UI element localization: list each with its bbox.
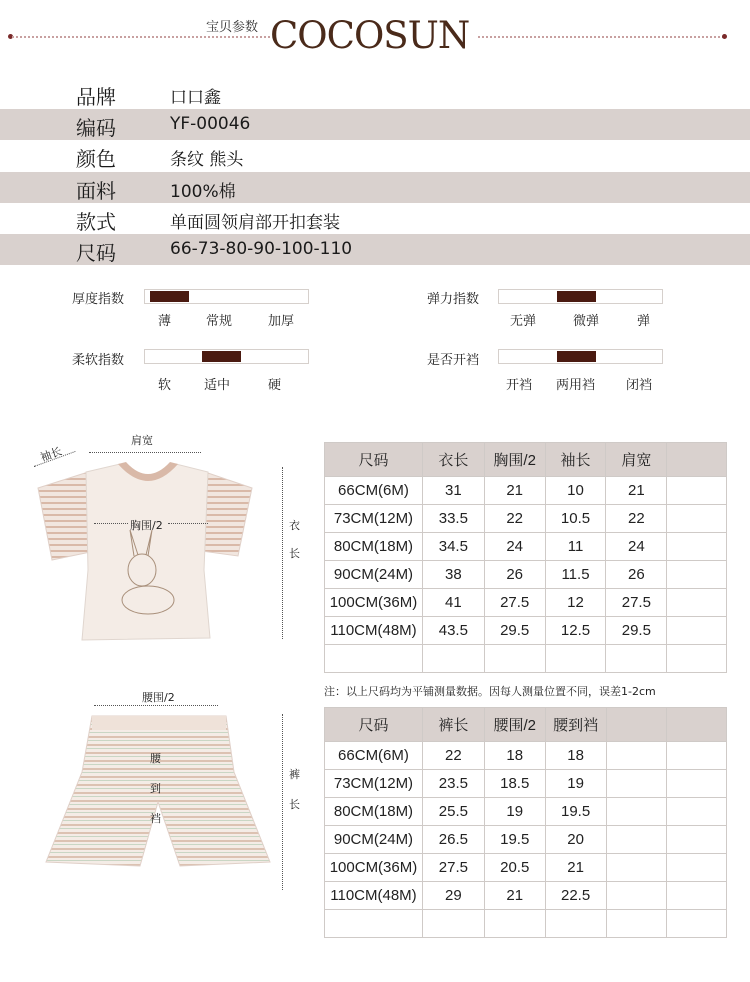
table-cell [606,910,667,938]
table-cell: 100CM(36M) [325,854,423,882]
table-header-cell [667,708,727,742]
table-cell [667,505,727,533]
table-row [325,645,727,673]
table-cell [606,826,667,854]
table-cell: 27.5 [422,854,484,882]
spec-label: 品牌 [76,85,116,109]
table-cell: 19.5 [545,798,606,826]
thickness-option: 薄 [158,314,172,329]
table-cell: 90CM(24M) [325,826,423,854]
elasticity-option: 无弹 [510,314,537,329]
table-cell: 11 [545,533,606,561]
table-cell [667,561,727,589]
spec-label: 尺码 [76,241,116,265]
table-cell: 31 [422,477,484,505]
table-cell [325,910,423,938]
spec-row-style [0,203,750,234]
table-cell: 22.5 [545,882,606,910]
table-cell: 21 [484,477,545,505]
top-length-label: 长 [289,547,300,560]
table-cell [667,533,727,561]
table-row [325,826,727,854]
header-divider-left [12,36,270,38]
table-cell [545,910,606,938]
spec-value: 条纹 熊头 [170,150,244,170]
table-header-row [325,443,727,477]
table-cell [667,589,727,617]
spec-row-fabric [0,172,750,203]
rise-label: 到 [150,782,161,795]
table-header-cell: 尺码 [325,708,423,742]
table-cell: 25.5 [422,798,484,826]
thickness-index-marker [150,291,189,302]
table-cell: 38 [422,561,484,589]
table-cell [667,854,727,882]
header-dot-right [722,34,727,39]
spec-value: 口口鑫 [170,88,221,108]
table-cell [667,770,727,798]
spec-row-brand [0,78,750,109]
rise-label: 裆 [150,812,161,825]
table-cell: 26 [606,561,667,589]
softness-index-bar [144,349,309,364]
chest-width-label: 胸围/2 [130,519,163,532]
elasticity-index-marker [557,291,596,302]
softness-index-label: 柔软指数 [72,353,125,368]
table-row [325,617,727,645]
table-cell: 18.5 [484,770,545,798]
spec-value: 100%棉 [170,182,236,202]
table-cell: 73CM(12M) [325,770,423,798]
table-cell: 110CM(48M) [325,882,423,910]
table-header-cell: 袖长 [545,443,606,477]
table-cell [484,645,545,673]
table-cell: 23.5 [422,770,484,798]
table-header-row [325,708,727,742]
table-cell: 27.5 [484,589,545,617]
table-cell [422,910,484,938]
table-cell: 10 [545,477,606,505]
table-header-cell: 腰到裆 [545,708,606,742]
table-cell [667,645,727,673]
table-cell: 26 [484,561,545,589]
table-cell: 22 [606,505,667,533]
spec-label: 颜色 [76,147,116,171]
page-subtitle: 宝贝参数 [206,20,259,35]
table-cell: 12 [545,589,606,617]
table-cell: 110CM(48M) [325,617,423,645]
table-cell [606,854,667,882]
table-header-cell: 胸围/2 [484,443,545,477]
table-cell: 66CM(6M) [325,742,423,770]
table-cell: 12.5 [545,617,606,645]
table-cell [545,645,606,673]
table-cell [606,645,667,673]
table-header-cell: 腰围/2 [484,708,545,742]
table-cell: 33.5 [422,505,484,533]
table-row [325,589,727,617]
spec-row-color [0,140,750,171]
chest-width-guide [94,523,128,524]
table-cell: 20.5 [484,854,545,882]
softness-option: 软 [158,378,172,393]
table-cell: 19.5 [484,826,545,854]
table-cell: 21 [545,854,606,882]
spec-label: 编码 [76,116,116,140]
table-cell: 26.5 [422,826,484,854]
spec-row-code [0,109,750,140]
table-header-cell: 肩宽 [606,443,667,477]
pants-length-guide [282,714,283,890]
table-cell: 18 [545,742,606,770]
table-cell: 66CM(6M) [325,477,423,505]
opening-index-marker [557,351,596,362]
table-cell [667,617,727,645]
opening-index-label: 是否开裆 [427,353,480,368]
waist-width-guide [94,705,218,706]
table-row [325,561,727,589]
table-cell: 22 [422,742,484,770]
elasticity-option: 微弹 [573,314,600,329]
shoulder-width-label: 肩宽 [131,434,153,447]
table-cell: 19 [484,798,545,826]
table-cell: 41 [422,589,484,617]
table-cell [484,910,545,938]
table-cell [606,882,667,910]
table-cell [667,910,727,938]
thickness-option: 常规 [206,314,233,329]
spec-value: 66-73-80-90-100-110 [170,239,353,259]
spec-value: YF-00046 [170,114,251,134]
header-divider-right [478,36,724,38]
spec-row-size [0,234,750,265]
table-cell [422,645,484,673]
table-cell [667,798,727,826]
table-cell: 34.5 [422,533,484,561]
table-cell: 90CM(24M) [325,561,423,589]
table-cell [606,798,667,826]
table-row [325,505,727,533]
table-header-cell [667,443,727,477]
table-cell [606,742,667,770]
table-row [325,882,727,910]
opening-option: 闭裆 [626,378,653,393]
opening-index-bar [498,349,663,364]
bottom-size-table [324,707,727,938]
table-row [325,910,727,938]
thickness-option: 加厚 [268,314,295,329]
rise-label: 腰 [150,752,161,765]
softness-option: 硬 [268,378,282,393]
softness-index-marker [202,351,241,362]
table-cell [606,770,667,798]
top-length-guide [282,467,283,639]
spec-label: 面料 [76,179,116,203]
table-header-cell: 裤长 [422,708,484,742]
table-header-cell: 衣长 [422,443,484,477]
table-row [325,477,727,505]
table-cell [667,826,727,854]
measurement-note: 注：以上尺码均为平铺测量数据。因每人测量位置不同，误差1-2cm [324,685,656,698]
table-header-cell [606,708,667,742]
spec-label: 款式 [76,210,116,234]
table-row [325,770,727,798]
elasticity-index-label: 弹力指数 [427,292,480,307]
brand-logo: COCOSUN [270,14,470,57]
table-cell: 80CM(18M) [325,533,423,561]
table-cell: 43.5 [422,617,484,645]
table-cell [667,882,727,910]
table-cell: 10.5 [545,505,606,533]
table-cell: 11.5 [545,561,606,589]
table-cell: 73CM(12M) [325,505,423,533]
softness-option: 适中 [204,378,231,393]
table-cell: 24 [606,533,667,561]
table-cell: 29 [422,882,484,910]
tshirt-illustration [30,460,270,645]
table-cell: 29.5 [484,617,545,645]
table-cell: 80CM(18M) [325,798,423,826]
shoulder-width-guide [89,452,201,453]
chest-width-guide [168,523,208,524]
table-row [325,742,727,770]
table-cell [667,477,727,505]
table-cell: 100CM(36M) [325,589,423,617]
opening-option: 开裆 [506,378,533,393]
table-cell [667,742,727,770]
waist-width-label: 腰围/2 [142,691,175,704]
table-cell: 20 [545,826,606,854]
top-length-label: 衣 [289,519,300,532]
table-cell [325,645,423,673]
pants-length-label: 裤 [289,768,300,781]
table-cell: 21 [606,477,667,505]
pants-length-label: 长 [289,798,300,811]
top-size-table [324,442,727,673]
table-cell: 22 [484,505,545,533]
table-cell: 19 [545,770,606,798]
elasticity-index-bar [498,289,663,304]
elasticity-option: 弹 [637,314,651,329]
thickness-index-bar [144,289,309,304]
opening-option: 两用裆 [556,378,596,393]
sleeve-length-label: 袖长 [38,444,64,465]
table-cell: 29.5 [606,617,667,645]
table-cell: 18 [484,742,545,770]
table-header-cell: 尺码 [325,443,423,477]
table-row [325,854,727,882]
spec-value: 单面圆领肩部开扣套装 [170,213,340,233]
table-cell: 21 [484,882,545,910]
thickness-index-label: 厚度指数 [72,292,125,307]
table-row [325,798,727,826]
table-cell: 27.5 [606,589,667,617]
table-row [325,533,727,561]
table-cell: 24 [484,533,545,561]
